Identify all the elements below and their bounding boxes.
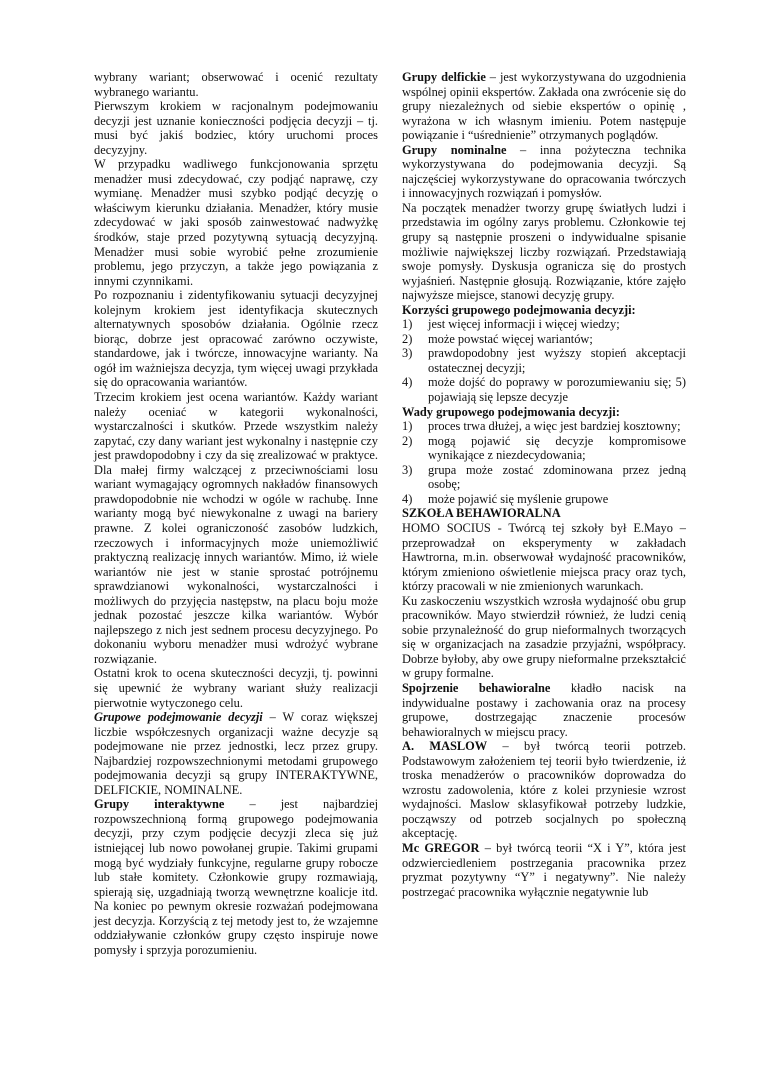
term-nominal-groups: Grupy nominalne [402, 142, 507, 157]
list-item [402, 419, 686, 434]
nominal-groups-text: – inna pożyteczna technika wykorzystywana do podejmowania decyzji. Są najczęściej wykorzystywane do opracowania twórczych i innowacyjnych rozwiązań i pomysłów. [402, 142, 686, 201]
list-number: 4) [402, 491, 413, 506]
list-number: 4) [402, 375, 413, 390]
paragraph-step-two: Po rozpoznaniu i zidentyfikowaniu sytuacji decyzyjnej kolejnym krokiem jest identyfikacja skutecznych alternatywnych sposobów działania. Ogólnie rzecz biorąc, dobrze jest opracować zarówno oczywiste, standardowe, jak i twórcze, innowacyjne warianty. Na ogół im ważniejsza decyzja, tym więcej uwagi przykłada się do opracowania wariantów. [94, 288, 378, 390]
list-item [402, 492, 686, 507]
behavioral-view-text: kładło nacisk na indywidualne postawy i zachowania oraz na procesy grupowe, dostrzegając znaczenie procesów behawioralnych w miejscu pracy. [402, 680, 686, 739]
term-interactive-groups: Grupy interaktywne [94, 797, 225, 812]
list-number: 2) [402, 433, 413, 448]
list-text: może pojawić się myślenie grupowe [428, 491, 609, 506]
list-number: 2) [402, 331, 413, 346]
term-delphi-groups: Grupy delfickie [402, 70, 486, 84]
behavioral-school-heading: SZKOŁA BEHAWIORALNA [402, 506, 561, 521]
mcgregor-text: – był twórcą teorii “X i Y”, która jest odzwierciedleniem postrzegania pracownika przez pryzmat pozytywny “Y” i negatywny”. Nie należy postrzegać pracownika wyłącznie negatywnie lub [402, 840, 686, 899]
paragraph-last-step: Ostatni krok to ocena skuteczności decyzji, tj. powinni się upewnić że wybrany wariant służy realizacji pierwotnie wytyczonego celu. [94, 666, 378, 710]
paragraph-group-decisions [94, 710, 378, 797]
advantages-heading: Korzyści grupowego podejmowania decyzji: [402, 302, 636, 317]
list-text: mogą pojawić się decyzje kompromisowe wynikające z niezdecydowania; [428, 433, 686, 463]
list-text: jest więcej informacji i więcej wiedzy; [428, 317, 620, 332]
paragraph-behavioral-view [402, 681, 686, 739]
list-number: 3) [402, 462, 413, 477]
list-item [402, 463, 686, 492]
list-text: może dojść do poprawy w porozumiewaniu się; 5) pojawiają się lepsze decyzje [428, 375, 686, 405]
paragraph-step-one: Pierwszym krokiem w racjonalnym podejmowaniu decyzji jest uznanie konieczności podjęcia decyzji – tj. musi być jakiś bodziec, który uruchomi proces decyzyjny. [94, 99, 378, 157]
list-item [402, 434, 686, 463]
paragraph-mcgregor [402, 841, 686, 899]
term-mcgregor: Mc GREGOR [402, 840, 480, 855]
paragraph-maslow [402, 739, 686, 841]
list-number: 3) [402, 346, 413, 361]
list-item [402, 375, 686, 404]
group-decisions-text: – W coraz większej liczbie współczesnych organizacji ważne decyzje są podejmowane nie przez jednostki, lecz przez grupy. Najbardziej rozpowszechnionymi metodami grupowego podejmowania decyzji są grupy INTERAKTYWNE, DELFICKIE, NOMINALNE. [94, 710, 378, 797]
left-column [94, 70, 378, 957]
term-group-decisions: Grupowe podejmowanie decyzji [94, 710, 263, 725]
list-text: proces trwa dłużej, a więc jest bardziej kosztowny; [428, 419, 681, 434]
maslow-text: – był twórcą teorii potrzeb. Podstawowym założeniem tej teorii było twierdzenie, iż troska menadżerów o pracowników doprowadza do wzrostu zadowolenia, które z kolei przyniesie wzrost wydajności. Maslow sklasyfikował potrzeby ludzkie, począwszy od potrzeb socjalnych po społeczną akceptację. [402, 739, 686, 841]
paragraph-delphi-groups [402, 70, 686, 143]
interactive-groups-text: – jest najbardziej rozpowszechnioną formą grupowego podejmowania decyzji, przy czym podjęcie decyzji zleca się już istniejącej lub nowo powołanej grupie. Takimi grupami mogą być wydziały funkcyjne, regularne grupy robocze lub stałe komitety. Członkowie grupy rozmawiają, spierają się, uzgadniają tworzą wewnętrzne koalicje itd. Na koniec po pewnym okresie rozważań podejmowana jest decyzja. Korzyścią z tej metody jest to, że wzajemne oddziaływanie członków grupy często inspiruje nowe pomysły i sprzyja porozumieniu. [94, 797, 379, 957]
disadvantages-list [402, 419, 686, 506]
list-item [402, 332, 686, 347]
disadvantages-heading: Wady grupowego podejmowania decyzji: [402, 404, 620, 419]
term-behavioral-view: Spojrzenie behawioralne [402, 680, 551, 695]
paragraph-equipment-example: W przypadku wadliwego funkcjonowania sprzętu menadżer musi zdecydować, czy podjąć naprawę, czy wymianę. Menadżer musi szybko podjąć decyzję o właściwym kierunku działania. Menadżer, który musie zdecydować w jaki sposób zainwestować nadwyżkę środków, staje przed pozytywną sytuacją decyzyjną. Menadżer musi sobie wyrobić pełne zrozumienie problemu, jego przyczyn, a także jego powiązania z innymi czynnikami. [94, 157, 378, 288]
right-column [402, 70, 686, 899]
list-number: 1) [402, 317, 413, 332]
paragraph-nominal-process: Na początek menadżer tworzy grupę światłych ludzi i przedstawia im ogólny zarys problemu. Członkowie tej grupy są następnie proszeni o indywidualne spisanie możliwie największej liczby rozwiązań. Przedstawiają swoje pomysły. Dyskusja ogranicza się do prostych wyjaśnień. Następnie głosują. Rozwiązanie, które zajęło najwyższe miejsce, stanowi decyzję grupy. [402, 200, 686, 303]
list-text: grupa może zostać zdominowana przez jedną osobę; [428, 462, 686, 492]
list-item [402, 346, 686, 375]
list-number: 1) [402, 419, 413, 434]
paragraph-step-three: Trzecim krokiem jest ocena wariantów. Każdy wariant należy oceniać w kategorii wykonalności, wystarczalności i skutków. Przede wszystkim należy zapytać, czy dany wariant jest wykonalny i następnie czy jest prawdopodobny i czy da się zrealizować w praktyce. Dla małej firmy walczącej z przeciwnościami losu wariant wymagający ogromnych nakładów finansowych prawdopodobnie nie wchodzi w ogóle w rachubę. Inne warianty mogą być niewykonalne z uwagi na bariery prawne. Z kolei ograniczoność zasobów ludzkich, rzeczowych i informacyjnych może uniemożliwić praktyczną realizację innych wariantów. Mimo, iż wiele wariantów nie jest w stanie sprostać potrójnemu sprawdzianowi wykonalności, wystarczalności i możliwych do przyjęcia następstw, na placu boju może jednak pozostać jeszcze kilka wariantów. Wybór najlepszego z nich jest sednem procesu decyzyjnego. Po dokonaniu wyboru menadżer musi wdrożyć wybrane rozwiązanie. [94, 390, 378, 666]
advantages-list [402, 317, 686, 404]
paragraph-nominal-groups [402, 143, 686, 201]
paragraph-homo-socius: HOMO SOCIUS - Twórcą tej szkoły był E.Mayo – przeprowadzał on eksperymenty w zakładach Hawtrorna, m.in. obserwował wydajność pracowników, którym zmieniono oświetlenie miejsca pracy oraz tych, którzy pracowali w nie zmienionych warunkach. [402, 520, 686, 594]
list-text: prawdopodobny jest wyższy stopień akceptacji ostatecznej decyzji; [428, 346, 686, 375]
list-text: może powstać więcej wariantów; [428, 331, 593, 346]
paragraph-interactive-groups [94, 797, 378, 957]
paragraph-mayo-results: Ku zaskoczeniu wszystkich wzrosła wydajność obu grup pracowników. Mayo stwierdził również, że ludzi cenią sobie przynależność do grup nieformalnych tworzących się w organizacjach na zasadzie przyjaźni, współpracy. Dobrze byłoby, aby owe grupy nieformalne przekształcić w grupy formalne. [402, 593, 686, 681]
term-maslow: A. MASLOW [402, 739, 488, 754]
delphi-groups-text: – jest wykorzystywana do uzgodnienia wspólnej opinii ekspertów. Zakłada ona zwrócenie się do grupy niezależnych od siebie ekspertów o opinię , wyrażona w ich własnym imieniu. Potem następuje powiązanie i “uśrednienie” otrzymanych poglądów. [402, 70, 686, 143]
paragraph-intro-fragment: wybrany wariant; obserwować i ocenić rezultaty wybranego wariantu. [94, 70, 378, 99]
list-item [402, 317, 686, 332]
